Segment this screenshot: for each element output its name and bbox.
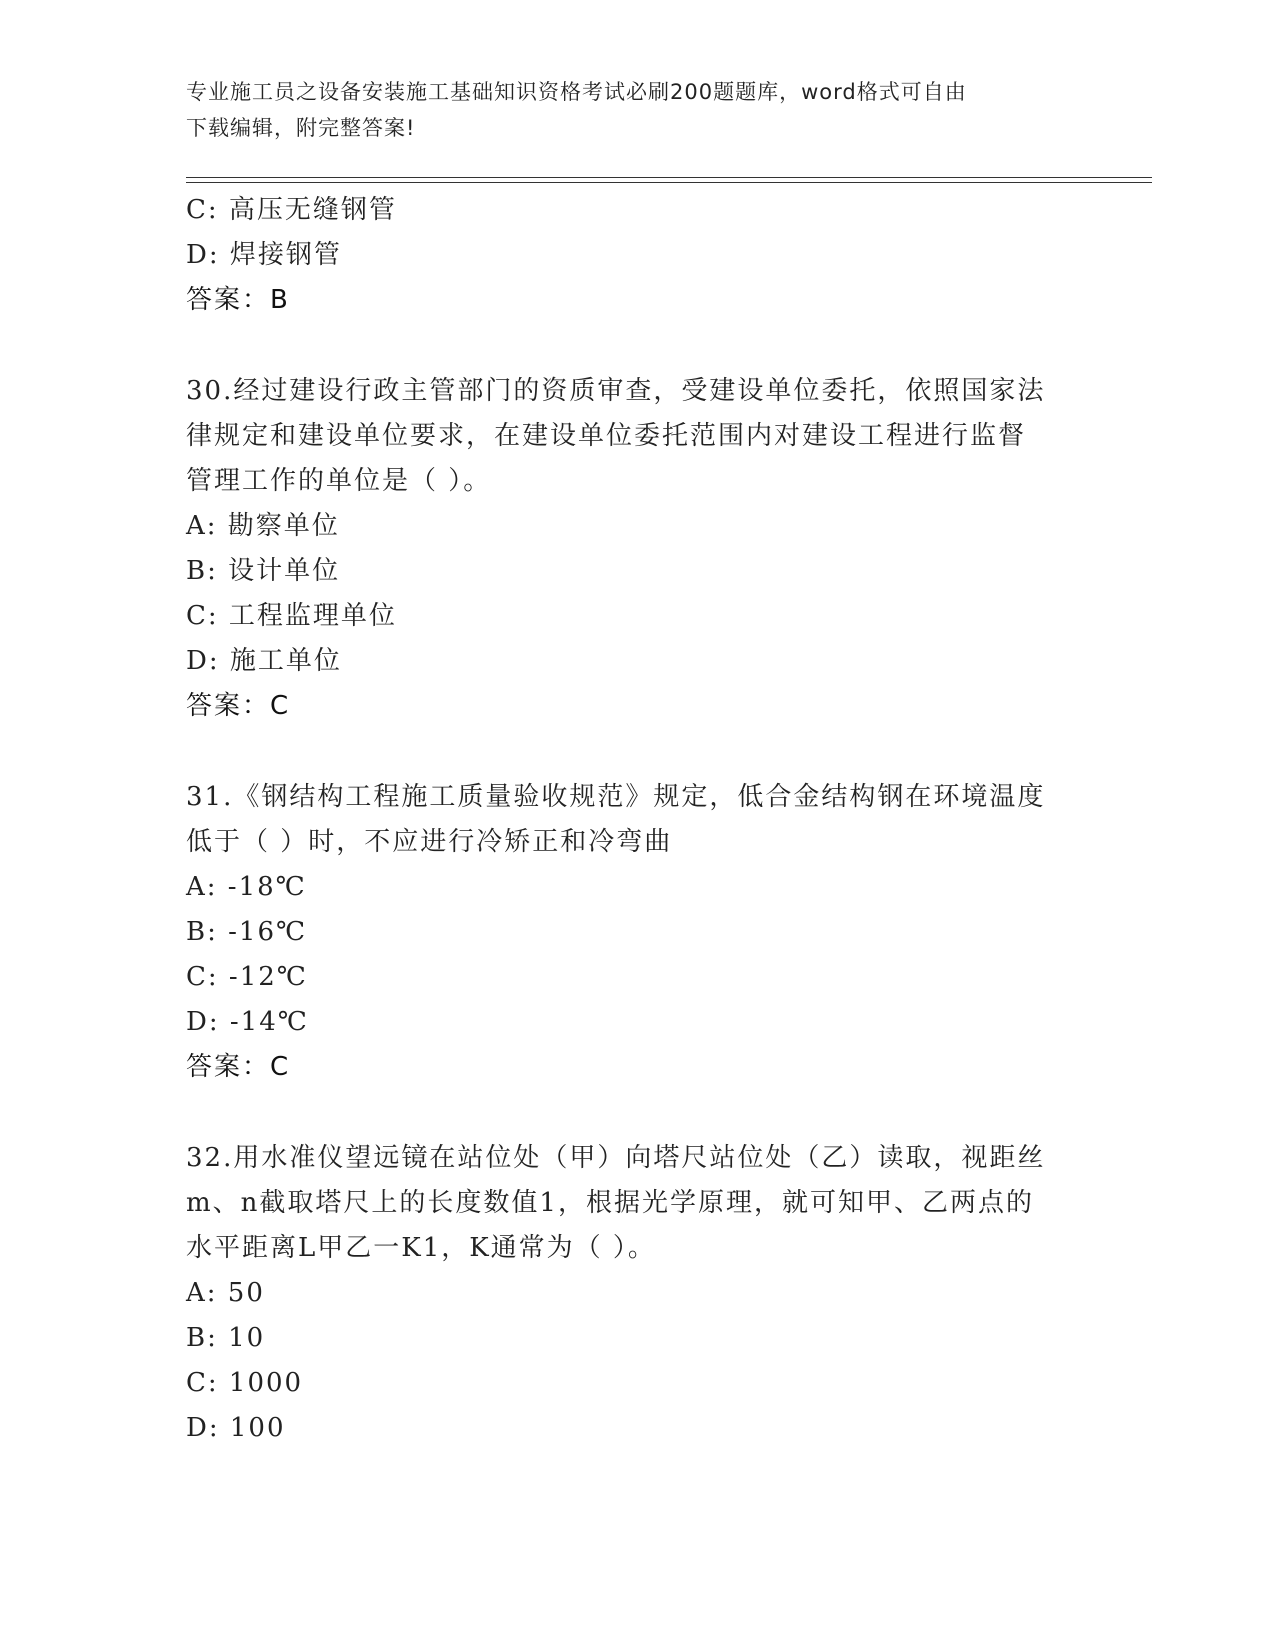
option-a: A: -18℃ — [186, 872, 307, 902]
spacer — [186, 1090, 1086, 1136]
question-text-line: 32.用水准仪望远镜在站位处（甲）向塔尺站位处（乙）读取，视距丝 — [186, 1143, 1046, 1173]
header-rule-bottom — [186, 182, 1152, 183]
question-29-tail — [186, 188, 1086, 323]
answer: 答案：C — [186, 1052, 291, 1082]
document-body — [186, 188, 1086, 1451]
header-line-2: 下载编辑，附完整答案! — [186, 116, 416, 140]
option-d: D: 100 — [186, 1413, 286, 1443]
question-text-line: 水平距离L甲乙一K1，K通常为（ ）。 — [186, 1233, 656, 1263]
question-30 — [186, 369, 1086, 729]
option-d: D: -14℃ — [186, 1007, 309, 1037]
option-c: C: -12℃ — [186, 962, 308, 992]
option-d: D: 焊接钢管 — [186, 240, 342, 270]
question-text-line: 律规定和建设单位要求，在建设单位委托范围内对建设工程进行监督 — [186, 421, 1027, 451]
header-line-1: 专业施工员之设备安装施工基础知识资格考试必刷200题题库，word格式可自由 — [186, 80, 967, 104]
page-header — [186, 74, 1086, 146]
option-d: D: 施工单位 — [186, 646, 342, 676]
answer: 答案：C — [186, 691, 291, 721]
question-31 — [186, 775, 1086, 1090]
question-text-line: 31.《钢结构工程施工质量验收规范》规定，低合金结构钢在环境温度 — [186, 782, 1046, 812]
header-rule-top — [186, 177, 1152, 178]
question-32 — [186, 1136, 1086, 1451]
question-text-line: 30.经过建设行政主管部门的资质审查，受建设单位委托，依照国家法 — [186, 376, 1046, 406]
spacer — [186, 729, 1086, 775]
question-text-line: 低于（ ）时，不应进行冷矫正和冷弯曲 — [186, 827, 673, 857]
option-b: B: 10 — [186, 1323, 266, 1353]
question-text-line: m、n截取塔尺上的长度数值1，根据光学原理，就可知甲、乙两点的 — [186, 1188, 1034, 1218]
option-a: A: 勘察单位 — [186, 511, 340, 541]
option-c: C: 1000 — [186, 1368, 304, 1398]
option-b: B: 设计单位 — [186, 556, 341, 586]
option-b: B: -16℃ — [186, 917, 308, 947]
option-a: A: 50 — [186, 1278, 265, 1308]
answer: 答案：B — [186, 285, 290, 315]
spacer — [186, 323, 1086, 369]
option-c: C: 高压无缝钢管 — [186, 195, 397, 225]
option-c: C: 工程监理单位 — [186, 601, 397, 631]
question-text-line: 管理工作的单位是（ ）。 — [186, 466, 492, 496]
